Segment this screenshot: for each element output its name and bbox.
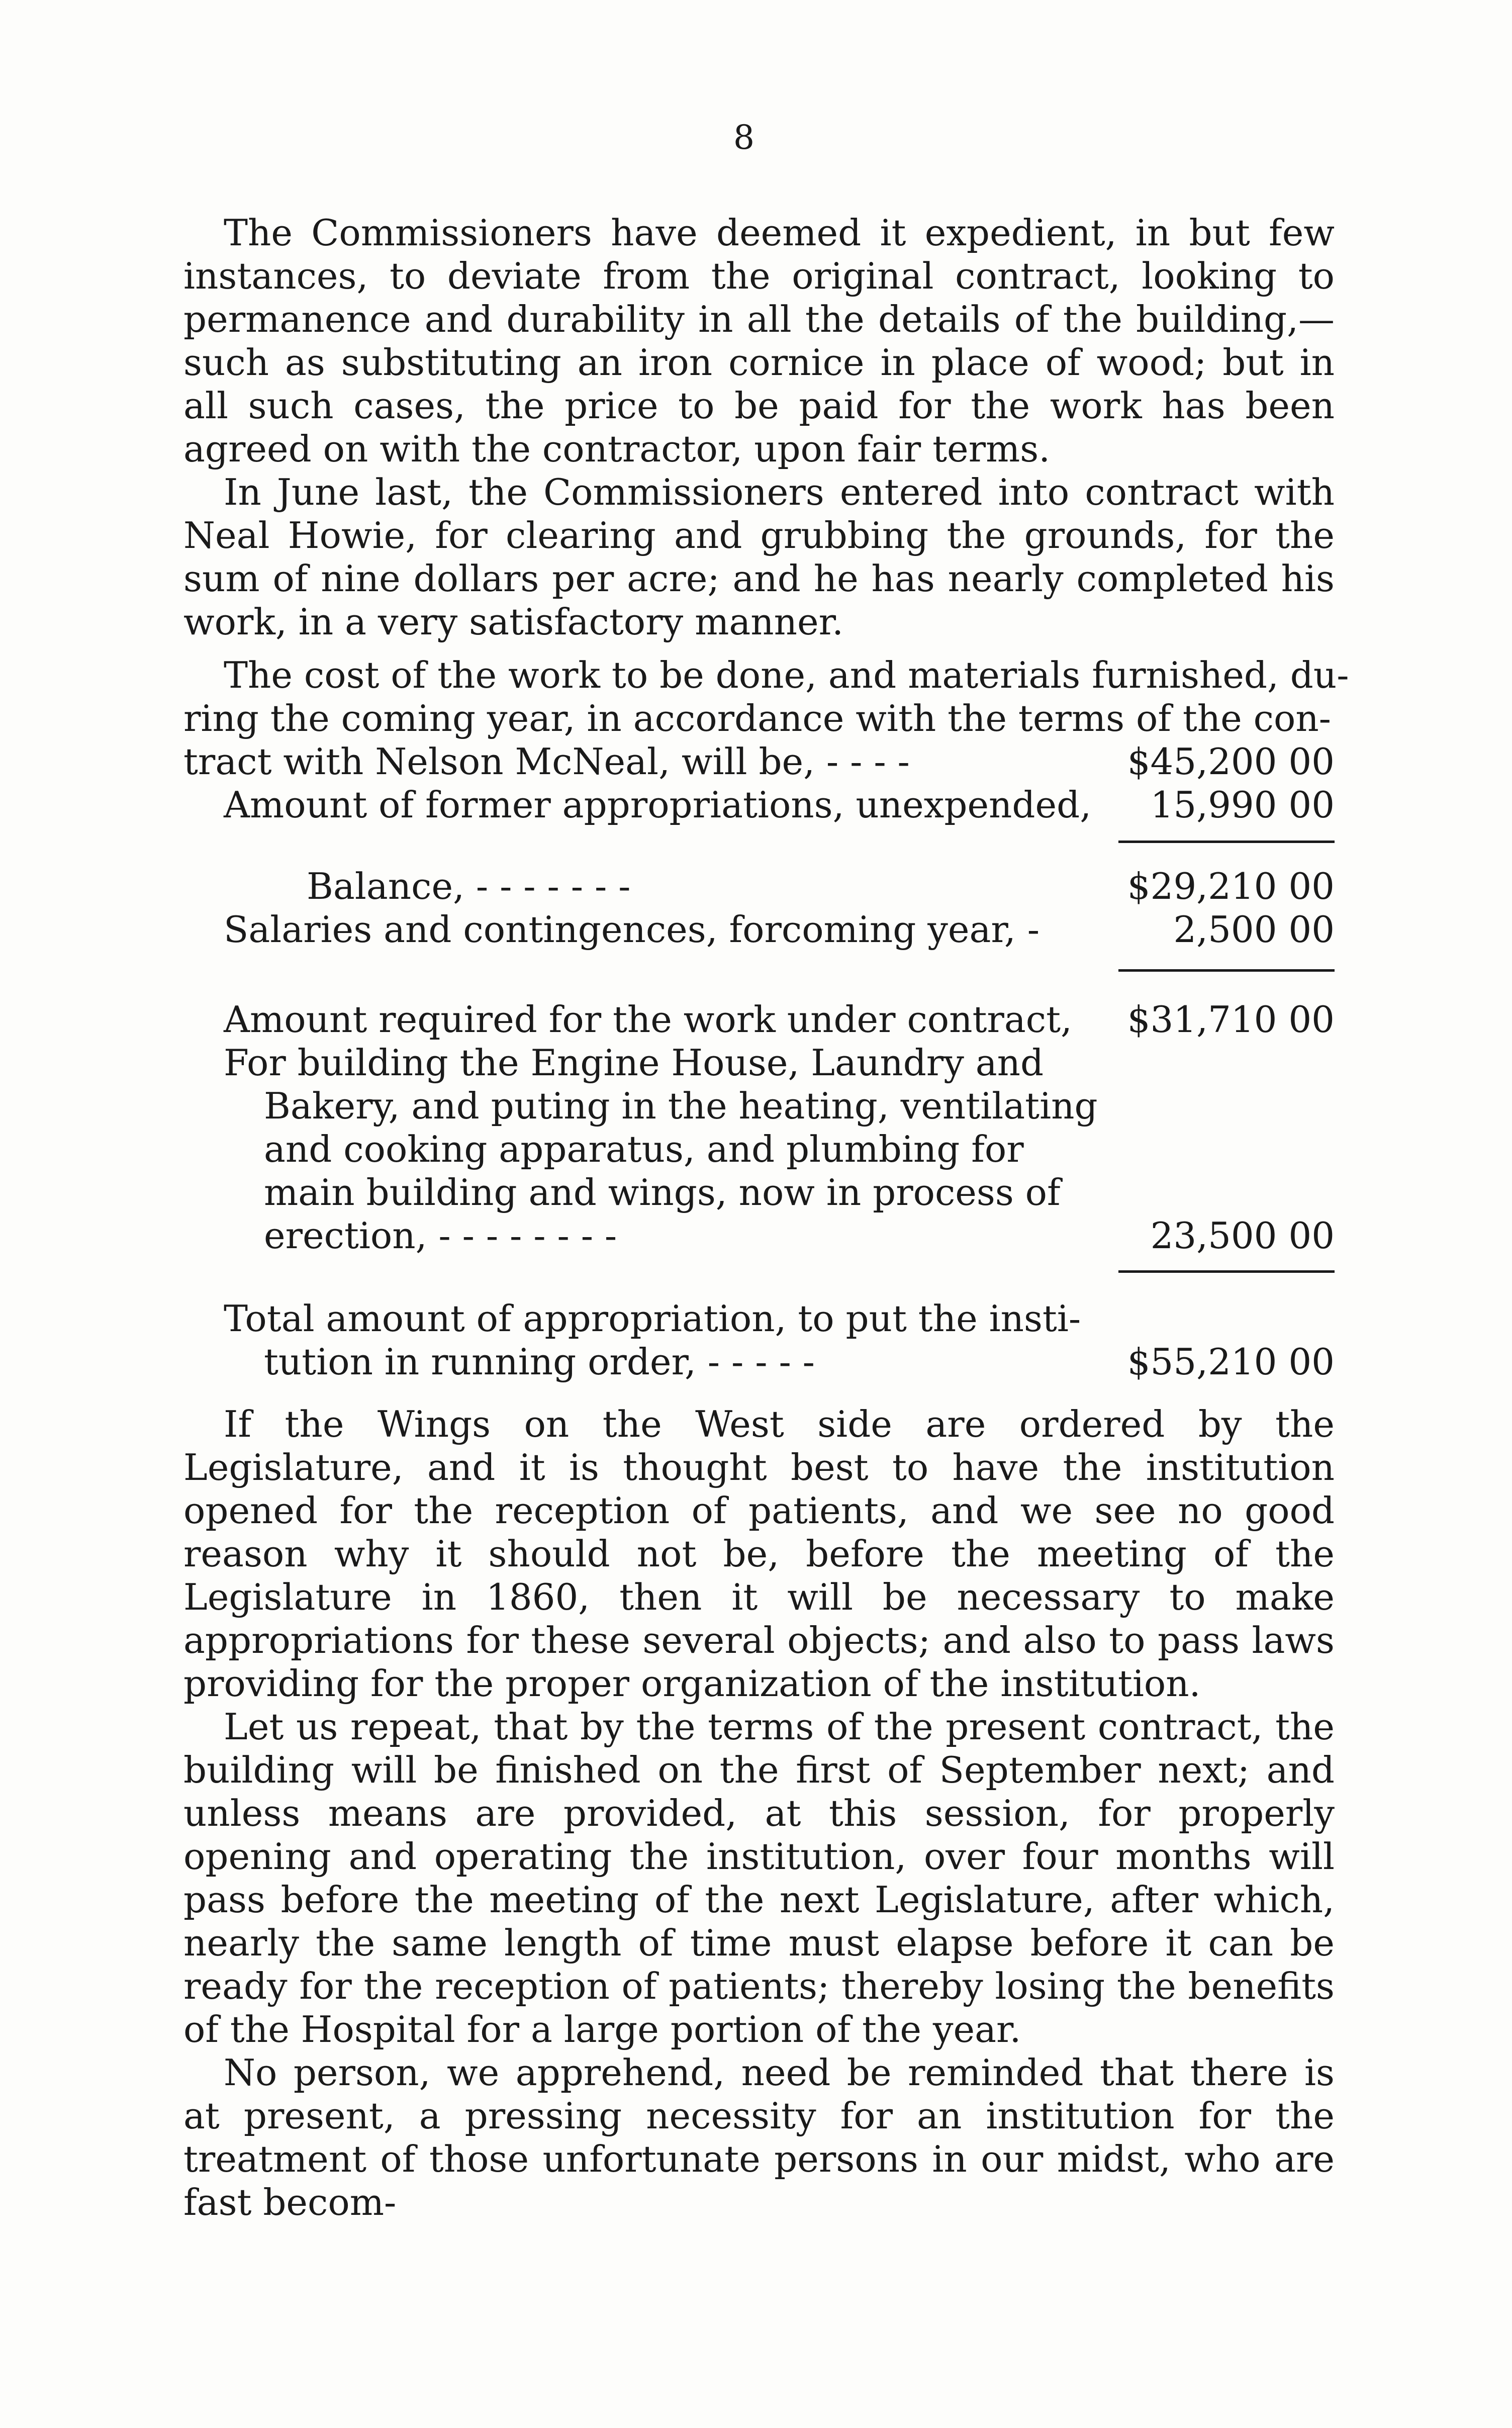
cost-statement-balance: [183, 865, 1335, 951]
ledger-desc: main building and wings, now in process of: [264, 1171, 1061, 1213]
ledger-desc: Balance, - - - - - - -: [307, 865, 631, 907]
sum-rule: [1118, 1270, 1335, 1273]
ledger-row-salaries: [183, 908, 1335, 951]
paragraph-necessity: No person, we apprehend, need be reminded that there is at present, a pressing necessity for an institution for the treatment of those unfortunate persons in our midst, who are fast becom-: [183, 2051, 1335, 2223]
ledger-amount: $29,210 00: [1127, 865, 1335, 907]
ledger-desc: For building the Engine House, Laundry and: [224, 1042, 1044, 1084]
ledger-row-former: [183, 783, 1335, 826]
ledger-desc: Amount of former appropriations, unexpended,: [224, 784, 1092, 826]
cost-statement-required: [183, 998, 1335, 1041]
paragraph-wings: If the Wings on the West side are ordered by the Legislature, and it is thought best to have the institution opened for the reception of patients, and we see no good reason why it should not be, before the meeting of the Legislature in 1860, then it will be necessary to make appropriations for these several objects; and also to pass laws providing for the proper organization of the institution.: [183, 1403, 1335, 1705]
ledger-total-amount: $55,210 00: [1127, 1341, 1335, 1383]
body-text-bottom: [183, 1403, 1335, 2224]
ledger-desc: Bakery, and puting in the heating, ventilating: [264, 1085, 1098, 1127]
sum-rule: [1118, 841, 1335, 843]
ledger-desc: Amount required for the work under contract,: [224, 998, 1072, 1041]
ledger-row-required: [183, 998, 1335, 1041]
ledger-row-balance: [183, 865, 1335, 908]
paragraph-commissioners: The Commissioners have deemed it expedient, in but few instances, to deviate from the original contract, looking to permanence and durability in all the details of the building,—such as substituting an iron cornice in place of wood; but in all such cases, the price to be paid for the work has been agreed on with the contractor, upon fair terms.: [183, 212, 1335, 470]
ledger-amount: $45,200 00: [1127, 740, 1335, 783]
sum-rule: [1118, 969, 1335, 972]
paragraph-repeat: Let us repeat, that by the terms of the present contract, the building will be finished on the first of September next; and unless means are provided, at this session, for properly opening and operating the institution, over four months will pass before the meeting of the next Legislature, after which, nearly the same length of time must elapse before it can be ready for the reception of patients; thereby losing the benefits of the Hospital for a large portion of the year.: [183, 1706, 1335, 2050]
ledger-row-engine-house: [183, 1041, 1335, 1257]
ledger-amount: 2,500 00: [1173, 908, 1335, 951]
ledger-intro-text: The cost of the work to be done, and materials furnished, du-: [224, 654, 1349, 696]
ledger-amount: 15,990 00: [1150, 784, 1335, 826]
ledger-row-contract: [183, 740, 1335, 783]
ledger-intro-line: [183, 653, 1349, 697]
ledger-desc: tract with Nelson McNeal, will be, - - - -: [183, 740, 910, 783]
ledger-desc: Total amount of appropriation, to put the insti-: [224, 1297, 1081, 1340]
ledger-intro-text: ring the coming year, in accordance with the terms of the con-: [183, 697, 1332, 739]
page-number: 8: [733, 118, 754, 157]
ledger-row-total: [183, 1297, 1335, 1383]
ledger-desc: Salaries and contingences, forcoming year, -: [224, 908, 1040, 951]
ledger-intro-line: [183, 697, 1335, 740]
paragraph-june-contract: In June last, the Commissioners entered into contract with Neal Howie, for clearing and grubbing the grounds, for the sum of nine dollars per acre; and he has nearly completed his work, in a very satisfactory manner.: [183, 471, 1335, 643]
ledger-amount: 23,500 00: [1150, 1215, 1335, 1257]
ledger-desc: and cooking apparatus, and plumbing for: [264, 1128, 1024, 1170]
ledger-amount: $31,710 00: [1127, 998, 1335, 1041]
cost-statement: [183, 653, 1349, 826]
body-text-top: [183, 211, 1335, 643]
ledger-desc: tution in running order, - - - - -: [264, 1341, 815, 1383]
ledger-desc: erection, - - - - - - - -: [264, 1215, 617, 1257]
